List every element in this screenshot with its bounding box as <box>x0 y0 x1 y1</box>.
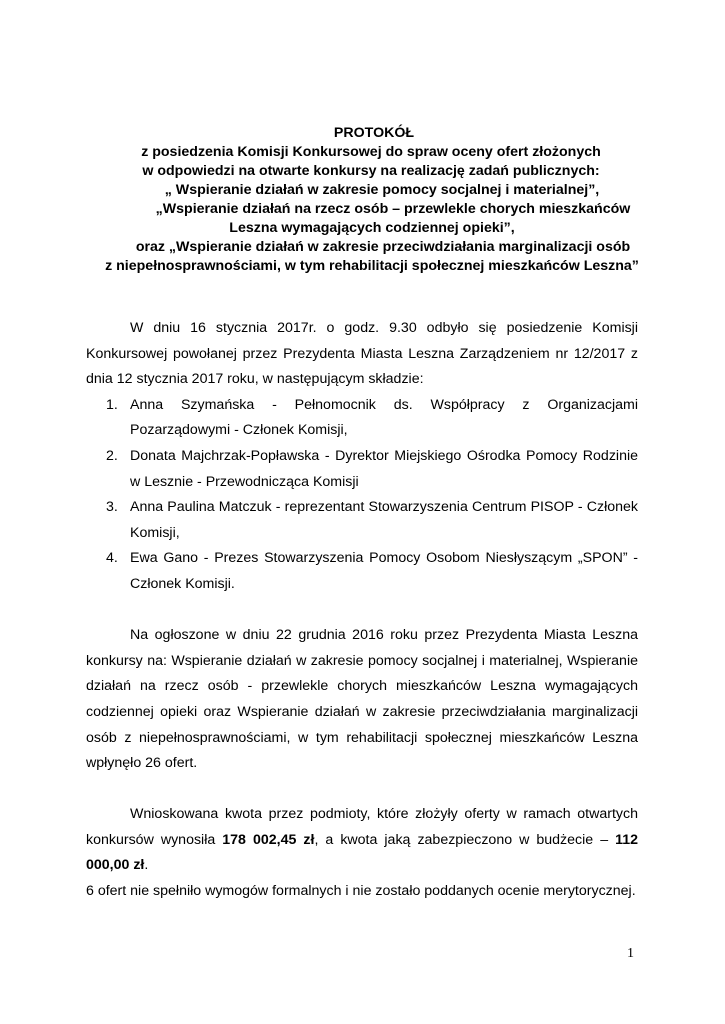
page-number: 1 <box>627 946 634 961</box>
amount-paragraph <box>86 802 638 879</box>
amount-requested: 178 002,45 zł <box>222 831 315 848</box>
list-item-text: Anna Paulina Matczuk - reprezentant Stowarzyszenia Centrum PISOP - Członek Komisji, <box>130 499 638 541</box>
list-item <box>86 495 638 546</box>
committee-members-list <box>86 393 638 598</box>
document-title: PROTOKÓŁ <box>333 125 415 141</box>
subtitle-line: Leszna wymagających codziennej opieki”, <box>229 220 515 236</box>
amount-text: Wnioskowana kwota przez podmioty, które złożyły oferty w ramach otwartych konkursów wynosiła <box>86 806 638 848</box>
list-item-text: Donata Majchrzak-Popławska - Dyrektor Miejskiego Ośrodka Pomocy Rodzinie w Lesznie - Przewodnicząca Komisji <box>130 447 638 490</box>
list-item-number: 1. <box>106 396 118 413</box>
announcement-paragraph: Na ogłoszone w dniu 22 grudnia 2016 roku przez Prezydenta Miasta Leszna konkursy na: Wspieranie działań w zakresie pomocy socjalnej i materialnej, Wspieranie działań na rzecz osób - przewlekle chorych mieszkańców Leszna wymagających codziennej opieki oraz Wspieranie działań w zakresie przeciwdziałania marginalizacji osób z niepełnosprawnościami, w tym rehabilitacji społecznej mieszkańców Leszna wpłynęło 26 ofert. <box>86 627 638 772</box>
document-body <box>86 316 638 905</box>
subtitle-line: „Wspieranie działań na rzecz osób – przewlekle chorych mieszkańców <box>155 201 631 217</box>
list-item-number: 3. <box>106 499 118 516</box>
list-item-number: 2. <box>106 447 118 464</box>
list-item-text: Anna Szymańska - Pełnomocnik ds. Współpracy z Organizacjami Pozarządowymi - Członek Komisji, <box>130 396 638 439</box>
document-heading <box>60 124 680 276</box>
list-item <box>86 546 638 597</box>
list-item <box>86 444 638 495</box>
subtitle-line: oraz „Wspieranie działań w zakresie przeciwdziałania marginalizacji osób <box>135 239 631 255</box>
subtitle-line: w odpowiedzi na otwarte konkursy na realizację zadań publicznych: <box>142 163 600 179</box>
amount-secured: 112 000,00 zł <box>86 831 639 874</box>
intro-paragraph: W dniu 16 stycznia 2017r. o godz. 9.30 odbyło się posiedzenie Komisji Konkursowej powołanej przez Prezydenta Miasta Leszna Zarządzeniem nr 12/2017 z dnia 12 stycznia 2017 roku, w następującym składzie: <box>86 320 638 388</box>
subtitle-line: „ Wspieranie działań w zakresie pomocy socjalnej i materialnej”, <box>164 182 600 198</box>
list-item-text: Ewa Gano - Prezes Stowarzyszenia Pomocy Osobom Niesłyszącym „SPON” - Członek Komisji. <box>130 550 638 592</box>
amount-text: . <box>144 857 149 874</box>
subtitle-line: z niepełnosprawnościami, w tym rehabilitacji społecznej mieszkańców Leszna” <box>105 258 639 274</box>
formal-paragraph: 6 ofert nie spełniło wymogów formalnych i nie zostało poddanych ocenie merytorycznej. <box>86 883 636 900</box>
list-item <box>86 393 638 444</box>
amount-text: , a kwota jaką zabezpieczono w budżecie – <box>314 831 616 848</box>
list-item-number: 4. <box>106 550 118 567</box>
subtitle-line: z posiedzenia Komisji Konkursowej do spraw oceny ofert złożonych <box>141 144 601 160</box>
